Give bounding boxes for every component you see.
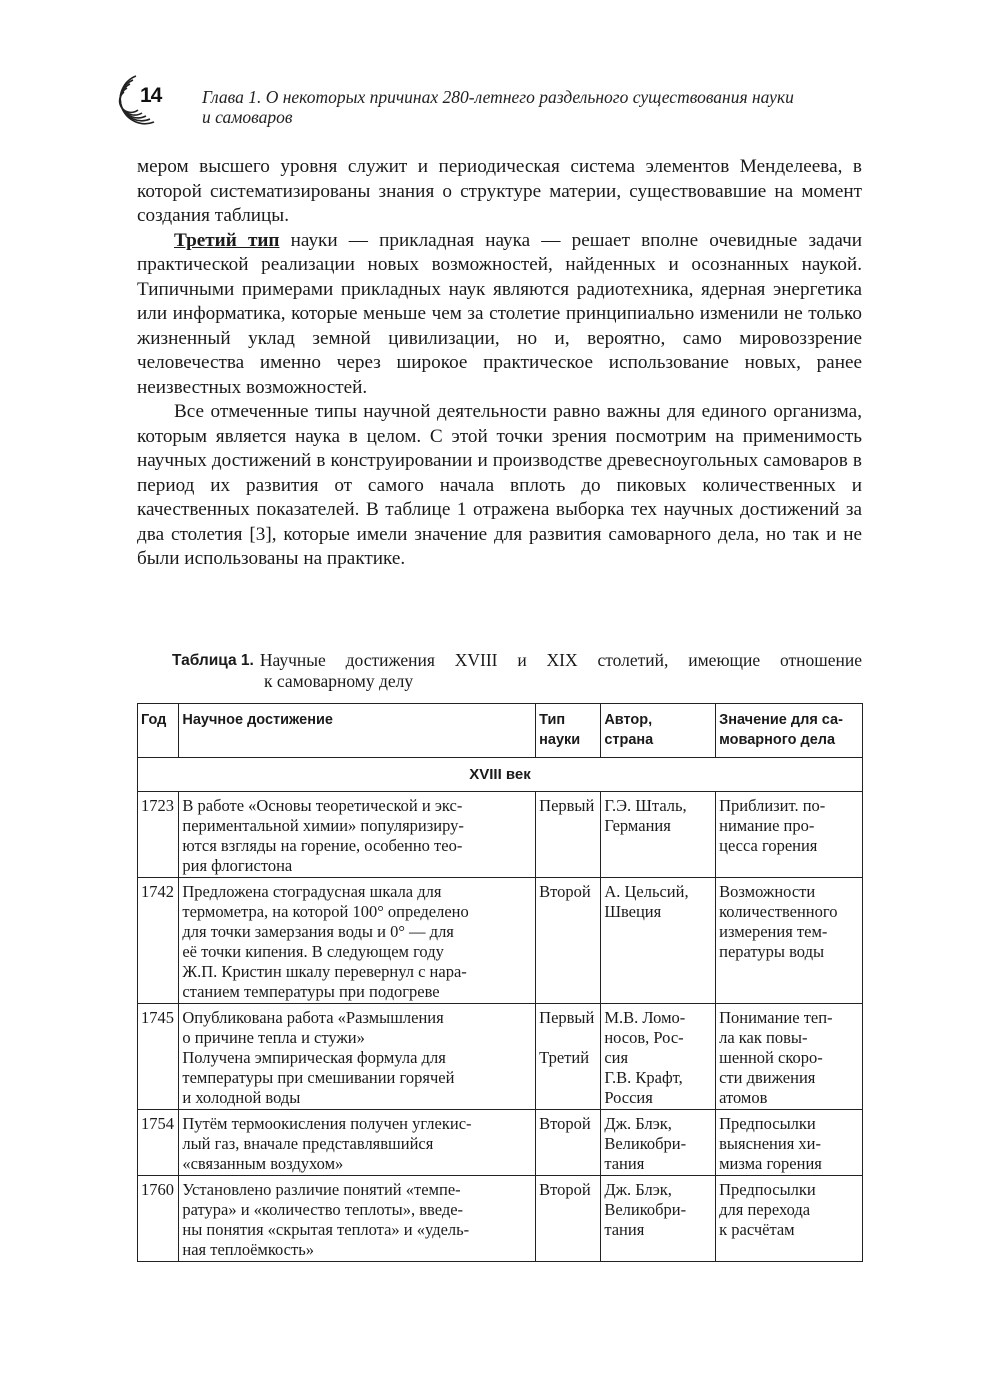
cell-year: 1754	[138, 1110, 179, 1176]
running-head-line-1: Глава 1. О некоторых причинах 280-летнего раздельного существования науки	[202, 87, 794, 107]
body-text	[137, 155, 862, 572]
achievements-table	[137, 703, 863, 1262]
cell-achievement: Предложена стоградусная шкала для термометра, на которой 100° определено для точки замерзания воды и 0° — для её точки кипения. В следующем году Ж.П. Кристин шкалу перевернул с нара- станием температуры при подогреве	[179, 878, 536, 1004]
header-significance: Значение для са- моварного дела	[716, 704, 863, 758]
paragraph-2-text: науки — прикладная наука — решает вполне очевидные задачи практической реализации новых возможностей, найденных и осознанных наукой. Типичными примерами прикладных наук являются радиотехника, ядерная энергетика или информатика, которые меньше чем за столетие принципиально изменили не только жизненный уклад земной цивилизации, но и, вероятно, само мировоззрение человечества именно через широкое практическое использование новых, ранее неизвестных возможностей.	[137, 229, 862, 398]
cell-significance: Предпосылки выяснения хи- мизма горения	[716, 1110, 863, 1176]
table-caption-label: Таблица 1.	[172, 652, 254, 669]
cell-type: Первый Третий	[536, 1004, 601, 1110]
cell-significance: Предпосылки для перехода к расчётам	[716, 1176, 863, 1262]
table-caption	[172, 650, 862, 692]
header-year: Год	[138, 704, 179, 758]
table-row	[138, 792, 863, 878]
page-header	[110, 70, 870, 130]
cell-achievement: Путём термоокисления получен углекис- лый газ, вначале представлявшийся «связанным воздухом»	[179, 1110, 536, 1176]
cell-type: Первый	[536, 792, 601, 878]
cell-author: М.В. Ломо- носов, Рос- сия Г.В. Крафт, Россия	[601, 1004, 716, 1110]
cell-author: А. Цельсий, Швеция	[601, 878, 716, 1004]
cell-significance: Возможности количественного измерения тем- пературы воды	[716, 878, 863, 1004]
cell-year: 1742	[138, 878, 179, 1004]
table-row	[138, 1176, 863, 1262]
cell-type: Второй	[536, 878, 601, 1004]
cell-author: Дж. Блэк, Великобри- тания	[601, 1110, 716, 1176]
running-head-line-2: и самоваров	[202, 107, 293, 127]
term-third-type: Третий тип	[174, 229, 280, 251]
cell-year: 1760	[138, 1176, 179, 1262]
header-author: Автор, страна	[601, 704, 716, 758]
cell-significance: Понимание теп- ла как повы- шенной скоро- сти движения атомов	[716, 1004, 863, 1110]
century-label: XVIII век	[138, 758, 863, 792]
cell-significance: Приблизит. по- нимание про- цесса горения	[716, 792, 863, 878]
century-row	[138, 758, 863, 792]
header-type: Тип науки	[536, 704, 601, 758]
table-row	[138, 1110, 863, 1176]
cell-author: Дж. Блэк, Великобри- тания	[601, 1176, 716, 1262]
table-row	[138, 878, 863, 1004]
cell-year: 1723	[138, 792, 179, 878]
cell-author: Г.Э. Шталь, Германия	[601, 792, 716, 878]
paragraph-2	[137, 229, 862, 401]
paragraph-3: Все отмеченные типы научной деятельности равно важны для единого организма, которым является наука в целом. С этой точки зрения посмотрим на применимость научных достижений в конструировании и производстве древесноугольных самоваров в период их развития от самого начала вплоть до пиковых количественных и качественных показателей. В таблице 1 отражена выборка тех научных достижений за два столетия [3], которые имели значение для развития самоварного дела, но так и не были использованы на практике.	[137, 401, 862, 569]
cell-year: 1745	[138, 1004, 179, 1110]
cell-type: Второй	[536, 1176, 601, 1262]
table-caption-line-2: к самоварному делу	[264, 671, 414, 691]
header-achievement: Научное достижение	[179, 704, 536, 758]
cell-type: Второй	[536, 1110, 601, 1176]
paragraph-1: мером высшего уровня служит и периодическая система элементов Менделеева, в которой систематизированы знания о структуре материи, существовавшие на момент создания таблицы.	[137, 156, 862, 226]
cell-achievement: Установлено различие понятий «темпе- ратура» и «количество теплоты», введе- ны понятия «скрытая теплота» и «удель- ная теплоёмкость»	[179, 1176, 536, 1262]
running-head	[202, 87, 842, 127]
page-number: 14	[140, 84, 162, 107]
table-row	[138, 1004, 863, 1110]
table-caption-line-1: Научные достижения XVIII и XIX столетий, имеющие отношение	[259, 650, 862, 670]
table-header-row	[138, 704, 863, 758]
cell-achievement: Опубликована работа «Размышления о причине тепла и стужи» Получена эмпирическая формула для температуры при смешивании горячей и холодной воды	[179, 1004, 536, 1110]
cell-achievement: В работе «Основы теоретической и экс- периментальной химии» популяризиру- ются взгляды на горение, особенно тео- рия флогистона	[179, 792, 536, 878]
